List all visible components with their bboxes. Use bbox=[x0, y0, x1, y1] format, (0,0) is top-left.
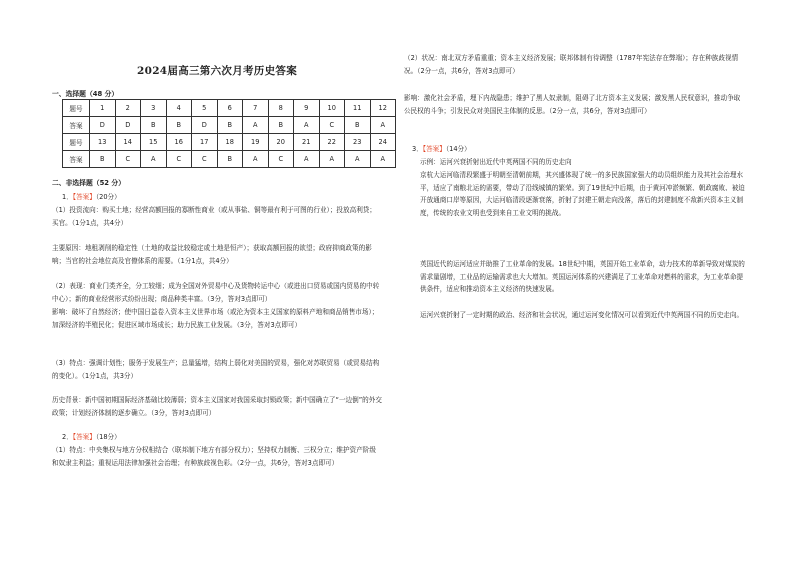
q2-part2-answer: （2）状况：南北双方矛盾重重；资本主义经济发展；联邦体制有待调整（1787年宪法存在弊端）；存在种族歧视情况。（2分一点，共6分，答对3点即可） bbox=[404, 54, 739, 75]
answer-cell: B bbox=[345, 117, 371, 134]
answer-cell: B bbox=[141, 117, 167, 134]
question-number: 11 bbox=[345, 100, 371, 117]
table-header-cell: 答案 bbox=[63, 117, 90, 134]
q2-part2-impact: 影响：激化社会矛盾，埋下内战隐患；维护了黑人奴隶制，阻碍了北方资本主义发展；激发黑人民权意识，推动争取公民权的斗争；引发民众对美国民主体制的反思。（2分一点，共6分，答对3点即可） bbox=[404, 94, 741, 115]
answer-cell: B bbox=[90, 151, 116, 168]
question-number: 6 bbox=[217, 100, 243, 117]
question-number: 15 bbox=[141, 134, 167, 151]
q1-part3-answer: （3）特点：强调计划性；服务于发展生产；总量猛增，结构上弱化对美国的贸易，强化对苏联贸易（或贸易结构的变化）。（1分1点，共3分） bbox=[52, 359, 380, 380]
section-essay-heading: 二、非选择题（52 分） bbox=[52, 179, 125, 187]
score: （18分） bbox=[95, 433, 121, 441]
question-number: 17 bbox=[192, 134, 218, 151]
question-number: 13 bbox=[90, 134, 116, 151]
question-number: 22 bbox=[319, 134, 345, 151]
answer-cell: C bbox=[115, 151, 141, 168]
answer-cell: A bbox=[370, 117, 396, 134]
answer-tag: 【答案】 bbox=[422, 145, 446, 153]
answer-cell: B bbox=[166, 117, 192, 134]
table-row bbox=[63, 100, 396, 117]
answer-cell: C bbox=[268, 151, 294, 168]
question-number: 7 bbox=[243, 100, 269, 117]
question-number: 14 bbox=[115, 134, 141, 151]
q2-heading bbox=[62, 431, 382, 444]
q1-heading bbox=[62, 191, 382, 204]
q3-example-title: 示例：运河兴衰折射出近代中英两国不同的历史走向 bbox=[420, 158, 572, 166]
answer-cell: A bbox=[345, 151, 371, 168]
table-row bbox=[63, 151, 396, 168]
q3-heading bbox=[412, 143, 746, 156]
table-header-cell: 题号 bbox=[63, 134, 90, 151]
q1-part1-reason: 主要原因：地租剥削的稳定性（土地的收益比较稳定或土地是恒产）；获取高额回报的欲望；政府抑商政策的影响；当官的社会地位高及官僚体系的需要。（1分1点，共4分） bbox=[52, 244, 372, 265]
table-row bbox=[63, 117, 396, 134]
q1-part1-answer: （1）投资流向：购买土地；经营高额回报的寡断性商业（或从事盐、铜等最有利于可图的行业）；投放高利贷；买官。（1分1点，共4分） bbox=[52, 206, 376, 227]
answer-cell: D bbox=[90, 117, 116, 134]
question-number: 10 bbox=[319, 100, 345, 117]
answer-cell: A bbox=[294, 117, 320, 134]
q3-paragraph-2: 英国近代的运河适应并助推了工业革命的发展。18世纪中期，英国开始工业革命，动力技术的革新导致对煤炭的需求量剧增，工业品的运输需求也大大增加。英国运河体系的兴建满足了工业革命对燃料的需求，为工业革命提供条件，适应和推动资本主义经济的快速发展。 bbox=[420, 260, 745, 294]
question-number: 18 bbox=[217, 134, 243, 151]
answer-tag: 【答案】 bbox=[72, 193, 96, 201]
question-number: 23 bbox=[345, 134, 371, 151]
question-number: 1． bbox=[62, 193, 73, 201]
answer-cell: A bbox=[319, 151, 345, 168]
question-number: 19 bbox=[243, 134, 269, 151]
question-number: 5 bbox=[192, 100, 218, 117]
table-row bbox=[63, 134, 396, 151]
page-title: 2024届高三第六次月考历史答案 bbox=[136, 65, 298, 77]
answer-cell: B bbox=[217, 151, 243, 168]
table-header-cell: 题号 bbox=[63, 100, 90, 117]
answer-cell: A bbox=[294, 151, 320, 168]
answer-cell: A bbox=[370, 151, 396, 168]
table-header-cell: 答案 bbox=[63, 151, 90, 168]
answer-cell: A bbox=[141, 151, 167, 168]
answer-cell: B bbox=[268, 117, 294, 134]
question-number: 1 bbox=[90, 100, 116, 117]
question-number: 9 bbox=[294, 100, 320, 117]
score: （14分） bbox=[445, 145, 471, 153]
question-number: 12 bbox=[370, 100, 396, 117]
question-number: 21 bbox=[294, 134, 320, 151]
question-number: 4 bbox=[166, 100, 192, 117]
answer-table bbox=[62, 99, 396, 168]
question-number: 24 bbox=[370, 134, 396, 151]
q1-part3-background: 历史背景：新中国初期国际经济基础比较薄弱；资本主义国家对我国采取封锁政策；新中国确立了“一边倒”的外交政策；计划经济体制的逐步确立。（3分，答对3点即可） bbox=[52, 396, 382, 417]
question-number: 3 bbox=[141, 100, 167, 117]
score: （20分） bbox=[95, 193, 121, 201]
q1-part2-answer: （2）表现：商业门类齐全，分工较细；成为全国对外贸易中心及货物转运中心（或进出口贸易或国内贸易的中转中心）；新的商业经营形式纷纷出现；商品种类丰富。（3分，答对3点即可） bbox=[52, 282, 380, 303]
question-number: 2 bbox=[115, 100, 141, 117]
answer-tag: 【答案】 bbox=[72, 433, 96, 441]
q2-part1-answer: （1）特点：中央集权与地方分权相结合（联邦制下地方有部分权力）；坚持权力制衡、三权分立；维护资产阶级和奴隶主利益；重视运用法律加强社会治理；有种族歧视色彩。（2分一点，共6分，答对3点即可） bbox=[52, 446, 376, 467]
q3-paragraph-1: 京杭大运河临清段繁盛于明朝至清朝前期，其兴盛体现了统一的多民族国家强大的动员组织能力及其社会治理水平，适应了南粮北运的需要，带动了沿线城镇的繁荣。到了19世纪中后期，由于黄河冲淤频繁、朝政腐败、被迫开放通商口岸等原因，大运河临清段逐渐衰落，折射了封建王朝走向没落，落后的封建制度不敌新兴资本主义制度，传统的农业文明也受到来自工业文明的挑战。 bbox=[420, 171, 745, 217]
question-number: 3． bbox=[412, 145, 423, 153]
question-number: 8 bbox=[268, 100, 294, 117]
answer-cell: A bbox=[243, 151, 269, 168]
answer-cell: C bbox=[166, 151, 192, 168]
answer-cell: A bbox=[243, 117, 269, 134]
answer-cell: D bbox=[115, 117, 141, 134]
question-number: 20 bbox=[268, 134, 294, 151]
answer-cell: C bbox=[192, 151, 218, 168]
q1-part2-impact: 影响：破坏了自然经济；使中国日益卷入资本主义世界市场（或沦为资本主义国家的原料产地和商品销售市场）；加深经济的半殖民化；促进区域市场成长；助力民族工业发展。（3分，答对3点即可） bbox=[52, 308, 379, 329]
answer-cell: B bbox=[217, 117, 243, 134]
q3-paragraph-3: 运河兴衰折射了一定时期的政治、经济和社会状况，通过运河变化情况可以看到近代中英两国不同的历史走向。 bbox=[420, 311, 744, 319]
question-number: 16 bbox=[166, 134, 192, 151]
question-number: 2． bbox=[62, 433, 73, 441]
section-choice-heading: 一、选择题（48 分） bbox=[52, 90, 119, 98]
answer-cell: C bbox=[319, 117, 345, 134]
answer-cell: D bbox=[192, 117, 218, 134]
